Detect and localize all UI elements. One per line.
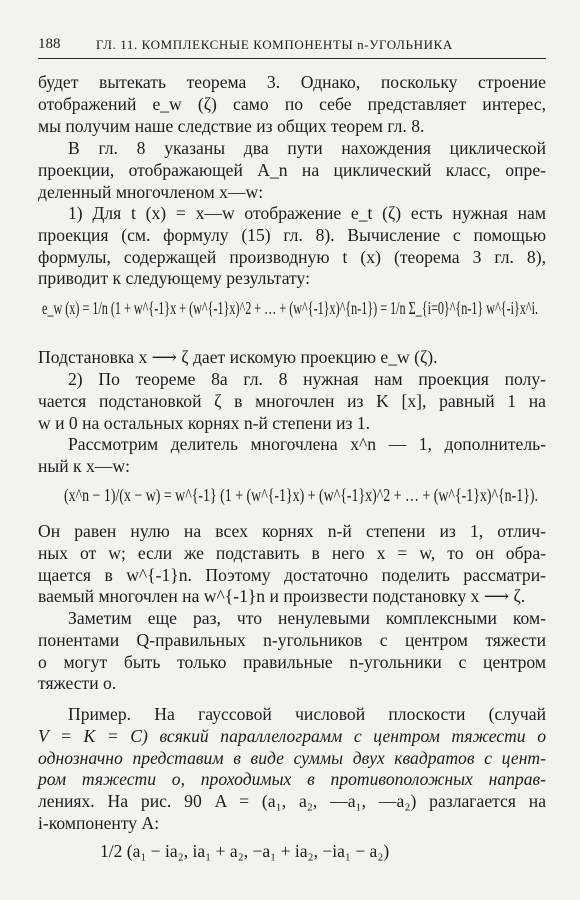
text-line: формулы, содержащей производную t (x) (теорема 3 гл. 8),	[38, 246, 546, 267]
text-line: лениях. На рис. 90 A = (a₁, a₂, —a₁, —a₂) разлагается на	[38, 791, 546, 812]
text-line: отображений e_w (ζ) само по себе представляет интерес,	[38, 93, 546, 114]
text-line: Он равен нулю на всех корнях n-й степени из 1, отлич-	[38, 521, 546, 541]
paragraph-4	[38, 347, 546, 369]
text-line: Рассмотрим делитель многочлена x^n — 1, дополнитель-	[68, 434, 546, 454]
text-line: приводит к следующему результату:	[38, 268, 310, 289]
text-line: ный к x—w:	[38, 455, 130, 476]
text-line: ром тяжести o, проходимых в противоположных направ-	[38, 769, 546, 790]
formula-i-component-svg	[38, 830, 546, 874]
text-line: ных от w; если же подставить в него x = w, то он обра-	[38, 542, 546, 563]
text-line: щается в w^{-1}n. Поэтому достаточно поделить рассматри-	[38, 564, 546, 585]
text-line: деленный многочленом x—w:	[38, 181, 264, 202]
page-number: 188	[38, 36, 61, 52]
text-line: понентами Q-правильных n-угольников с центром тяжести	[38, 629, 546, 650]
formula-divisor	[38, 472, 546, 527]
text-line: однозначно представим в виде суммы двух квадратов с цент-	[38, 747, 546, 768]
paragraph-3	[38, 203, 546, 290]
text-line: тяжести o.	[38, 673, 117, 694]
running-title: ГЛ. 11. КОМПЛЕКСНЫЕ КОМПОНЕНТЫ n-УГОЛЬНИКА	[96, 37, 453, 52]
paragraph-8	[38, 608, 546, 695]
text-line: V = K = C) всякий параллелограмм с центром тяжести o	[38, 725, 546, 746]
text-line: Заметим еще раз, что ненулевыми комплексными ком-	[68, 608, 546, 628]
text-line: o могут быть только правильные n-угольники с центром	[38, 651, 546, 672]
text-line: Пример. На гауссовой числовой плоскости (случай	[68, 704, 546, 724]
formula-text: (x^n − 1)/(x − w) = w^{-1} (1 + (w^{-1}x) + (w^{-1}x)^2 + … + (w^{-1}x)^{n-1}).	[64, 485, 538, 505]
text-line: проекции, отображающей A_n на циклический класс, опре-	[38, 159, 546, 180]
running-header	[38, 36, 546, 59]
text-line: Подстановка x ⟶ ζ дает искомую проекцию e_w (ζ).	[38, 347, 438, 367]
text-line: будет вытекать теорема 3. Однако, поскольку строение	[38, 72, 546, 92]
formula-i-component	[38, 830, 546, 879]
text-line: ваемый многочлен на w^{-1}n и произвести подстановку x ⟶ ζ.	[38, 586, 526, 607]
paragraph-7	[38, 521, 546, 608]
text-line: проекция (см. формулу (15) гл. 8). Вычисление с помощью	[38, 224, 546, 245]
text-line: 2) По теореме 8а гл. 8 нужная нам проекция полу-	[68, 369, 546, 389]
formula-divisor-svg	[38, 472, 546, 522]
paragraph-1	[38, 72, 546, 137]
formula-ew-svg	[38, 282, 546, 338]
formula-text: 1/2 (a₁ − ia₂, ia₁ + a₂, −a₁ + ia₂, −ia₁ − a₂)	[100, 841, 390, 861]
text-line: w и 0 на остальных корнях n-й степени из 1.	[38, 412, 371, 433]
formula-ew-projection	[38, 282, 546, 343]
text-line: 1) Для t (x) = x—w отображение e_t (ζ) есть нужная нам	[68, 203, 546, 223]
text-line: В гл. 8 указаны два пути нахождения циклической	[68, 138, 546, 158]
paragraph-5	[38, 369, 546, 434]
paragraph-example	[38, 704, 546, 835]
paragraph-2	[38, 138, 546, 203]
text-line: чается подстановкой ζ в многочлен из K [x], равный 1 на	[38, 390, 546, 411]
formula-text: e_w (x) = 1/n (1 + w^{-1}x + (w^{-1}x)^2 + … + (w^{-1}x)^{n-1}) = 1/n Σ_{i=0}^{n-1} w^{-i}x^i.	[42, 298, 538, 318]
text-line: i-компоненту A:	[38, 812, 160, 833]
text-line: мы получим наше следствие из общих теорем гл. 8.	[38, 115, 425, 136]
